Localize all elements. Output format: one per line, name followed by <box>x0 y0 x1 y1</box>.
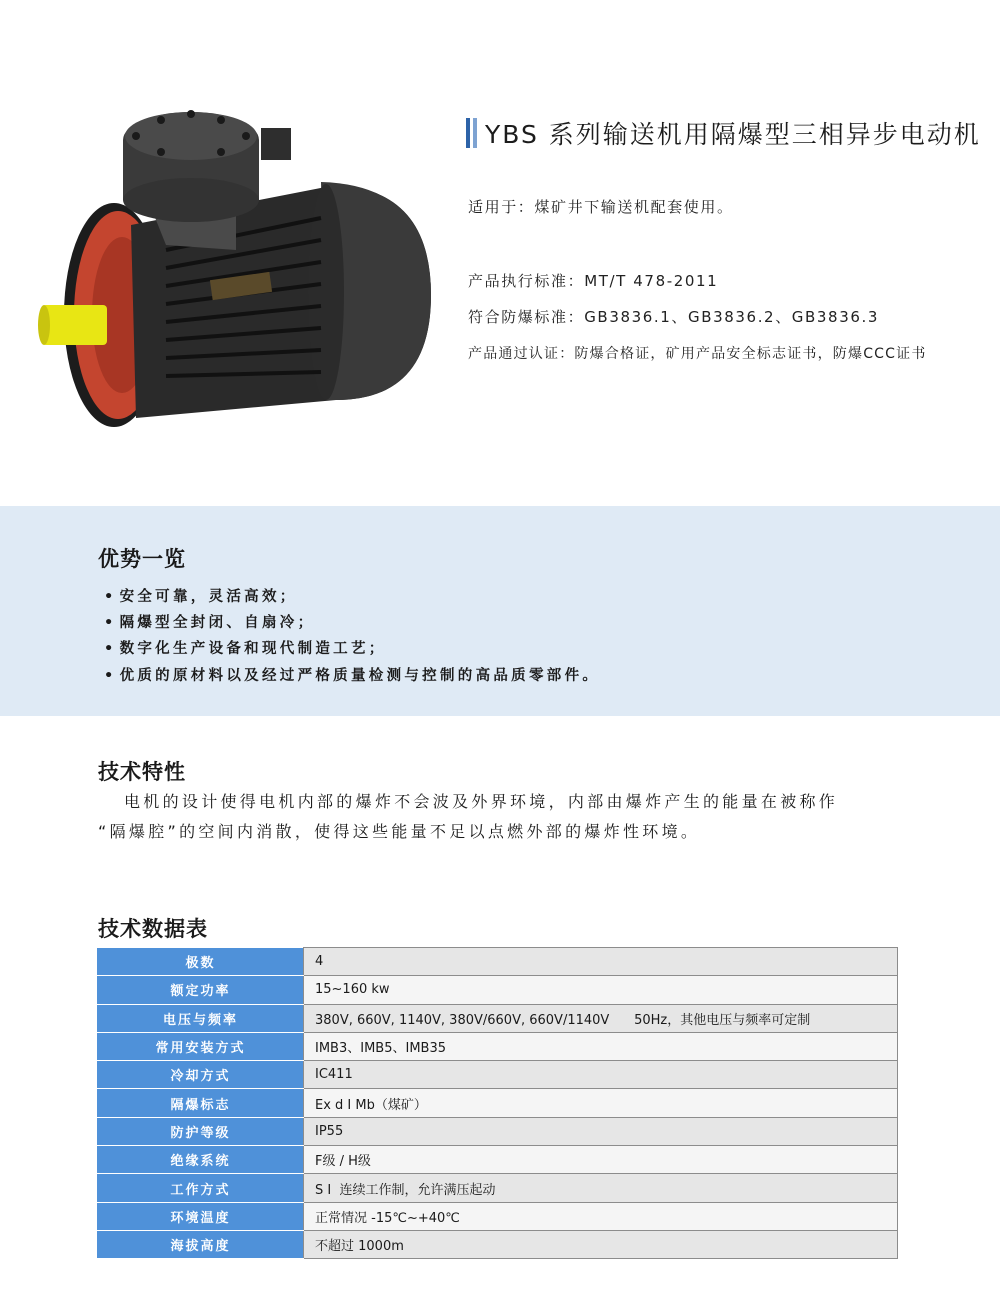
table-row <box>98 1089 898 1117</box>
spec-key: 隔爆标志 <box>98 1089 304 1117</box>
advantage-item: • 数字化生产设备和现代制造工艺； <box>104 637 387 658</box>
table-row <box>98 976 898 1004</box>
spec-key: 冷却方式 <box>98 1061 304 1089</box>
standard-text: 产品执行标准：MT/T 478-2011 <box>468 272 719 290</box>
spec-value: Ex d Ⅰ Mb（煤矿） <box>304 1089 898 1117</box>
spec-key: 极数 <box>98 948 304 976</box>
explosion-standard-text: 符合防爆标准：GB3836.1、GB3836.2、GB3836.3 <box>468 308 879 326</box>
spec-key: 海拔高度 <box>98 1230 304 1258</box>
spec-value: 4 <box>304 948 898 976</box>
table-row <box>98 1202 898 1230</box>
spec-key: 工作方式 <box>98 1174 304 1202</box>
advantages-heading: 优势一览 <box>98 547 186 571</box>
table-row <box>98 1032 898 1060</box>
spec-key: 绝缘系统 <box>98 1146 304 1174</box>
title-accent-bars <box>466 118 477 148</box>
spec-value: IP55 <box>304 1117 898 1145</box>
table-row <box>98 1146 898 1174</box>
table-heading: 技术数据表 <box>98 917 208 941</box>
spec-value: 380V, 660V, 1140V, 380V/660V, 660V/1140V 50Hz，其他电压与频率可定制 <box>304 1004 898 1032</box>
advantage-item: • 隔爆型全封闭、自扇冷； <box>104 611 315 632</box>
spec-table <box>97 947 898 1259</box>
table-row <box>98 1061 898 1089</box>
spec-key: 常用安装方式 <box>98 1032 304 1060</box>
features-paragraph-line1: 电机的设计使得电机内部的爆炸不会波及外界环境，内部由爆炸产生的能量在被称作 <box>124 792 839 811</box>
features-paragraph-line2: “隔爆腔”的空间内消散，使得这些能量不足以点燃外部的爆炸性环境。 <box>98 822 701 841</box>
motor-product-image <box>36 100 436 445</box>
advantage-item: • 优质的原材料以及经过严格质量检测与控制的高品质零部件。 <box>104 664 600 685</box>
spec-key: 电压与频率 <box>98 1004 304 1032</box>
spec-value: IMB3、IMB5、IMB35 <box>304 1032 898 1060</box>
spec-value: F级 / H级 <box>304 1146 898 1174</box>
spec-value: IC411 <box>304 1061 898 1089</box>
product-title-block <box>466 115 981 151</box>
features-heading: 技术特性 <box>98 760 186 784</box>
table-row <box>98 1004 898 1032</box>
spec-key: 额定功率 <box>98 976 304 1004</box>
table-row <box>98 948 898 976</box>
spec-key: 防护等级 <box>98 1117 304 1145</box>
table-row <box>98 1230 898 1258</box>
spec-value: 不超过 1000m <box>304 1230 898 1258</box>
product-title: YBS 系列输送机用隔爆型三相异步电动机 <box>485 120 981 149</box>
table-row <box>98 1117 898 1145</box>
certification-text: 产品通过认证：防爆合格证，矿用产品安全标志证书，防爆CCC证书 <box>468 346 927 362</box>
table-row <box>98 1174 898 1202</box>
spec-value: 正常情况 -15℃~+40℃ <box>304 1202 898 1230</box>
spec-value: 15~160 kw <box>304 976 898 1004</box>
spec-key: 环境温度 <box>98 1202 304 1230</box>
advantage-item: • 安全可靠，灵活高效； <box>104 585 298 606</box>
application-text: 适用于：煤矿井下输送机配套使用。 <box>468 198 734 216</box>
spec-value: S Ⅰ 连续工作制，允许满压起动 <box>304 1174 898 1202</box>
